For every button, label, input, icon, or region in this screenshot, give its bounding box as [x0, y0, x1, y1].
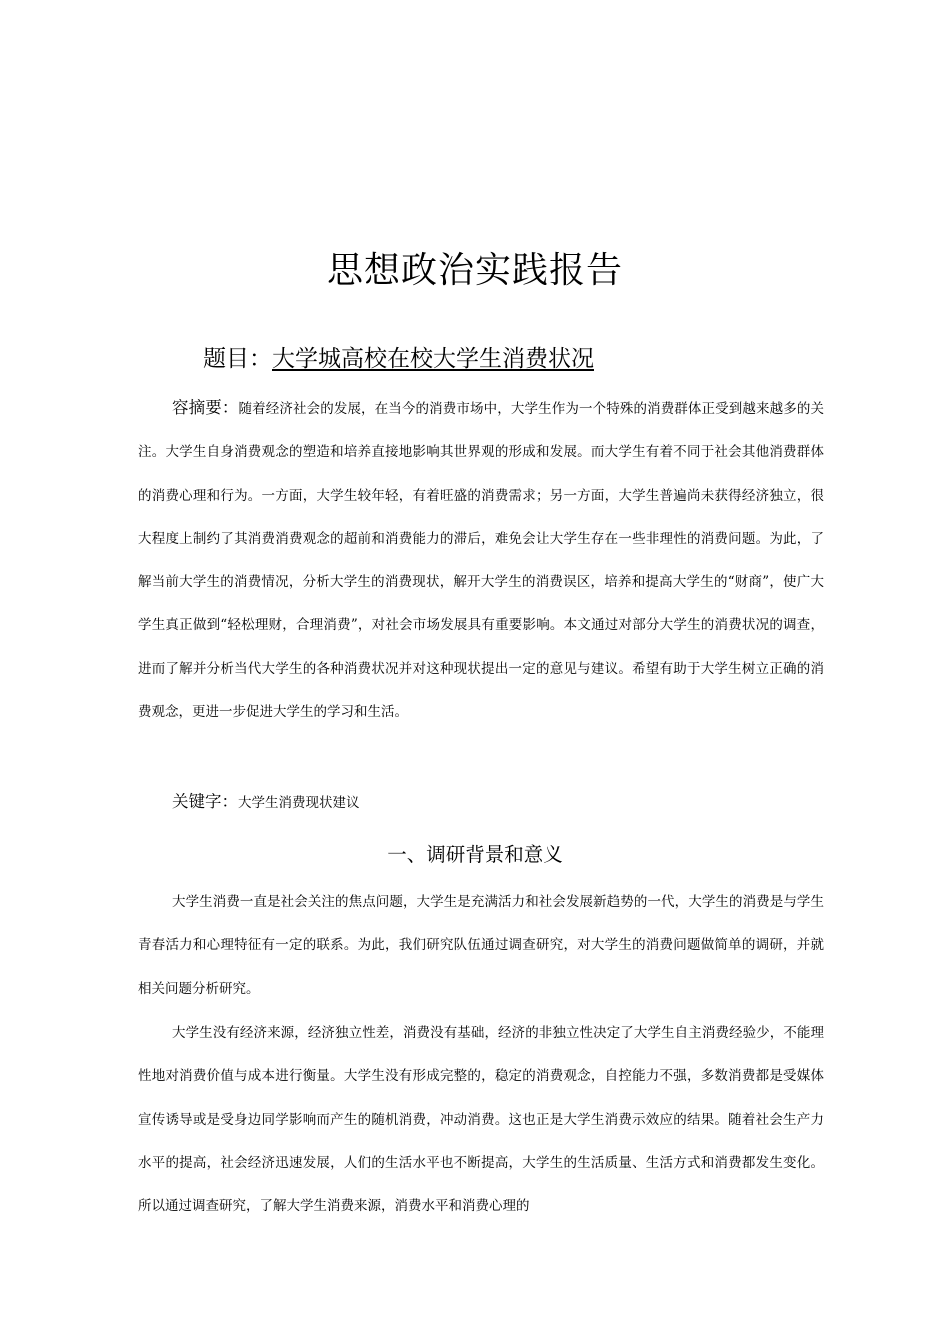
section-heading-background: 一、调研背景和意义 [387, 843, 563, 866]
subject-topic: 大学城高校在校大学生消费状况 [272, 346, 594, 372]
keywords-line [172, 780, 360, 825]
keywords-label: 关键字： [172, 792, 238, 811]
abstract-paragraph [138, 386, 824, 734]
abstract-label: 容摘要： [172, 398, 239, 417]
document-title: 思想政治实践报告 [326, 250, 623, 291]
report-subject [203, 342, 594, 376]
body-paragraph-2: 大学生没有经济来源，经济独立性差，消费没有基础，经济的非独立性决定了大学生自主消费经验少，不能理性地对消费价值与成本进行衡量。大学生没有形成完整的，稳定的消费观念，自控能力不强，多数消费都是受媒体宣传诱导或是受身边同学影响而产生的随机消费，冲动消费。这也正是大学生消费示效应的结果。随着社会生产力水平的提高，社会经济迅速发展，人们的生活水平也不断提高，大学生的生活质量、生活方式和消费都发生变化。所以通过调查研究，了解大学生消费来源，消费水平和消费心理的 [138, 1025, 824, 1215]
subject-label: 题目： [203, 346, 272, 372]
body-paragraph-1: 大学生消费一直是社会关注的焦点问题，大学生是充满活力和社会发展新趋势的一代，大学生的消费是与学生青春活力和心理特征有一定的联系。为此，我们研究队伍通过调查研究，对大学生的消费问题做简单的调研，并就相关问题分析研究。 [138, 894, 824, 997]
keywords-text: 大学生消费现状建议 [238, 795, 360, 811]
abstract-text: 随着经济社会的发展，在当今的消费市场中，大学生作为一个特殊的消费群体正受到越来越多的关注。大学生自身消费观念的塑造和培养直接地影响其世界观的形成和发展。而大学生有着不同于社会其他消费群体的消费心理和行为。一方面，大学生较年轻，有着旺盛的消费需求；另一方面，大学生普遍尚未获得经济独立，很大程度上制约了其消费消费观念的超前和消费能力的滞后，难免会让大学生存在一些非理性的消费问题。为此，了解当前大学生的消费情况，分析大学生的消费现状，解开大学生的消费误区，培养和提高大学生的“财商”，使广大学生真正做到“轻松理财，合理消费”，对社会市场发展具有重要影响。本文通过对部分大学生的消费状况的调查，进而了解并分析当代大学生的各种消费状况并对这种现状提出一定的意见与建议。希望有助于大学生树立正确的消费观念，更进一步促进大学生的学习和生活。 [138, 401, 825, 721]
